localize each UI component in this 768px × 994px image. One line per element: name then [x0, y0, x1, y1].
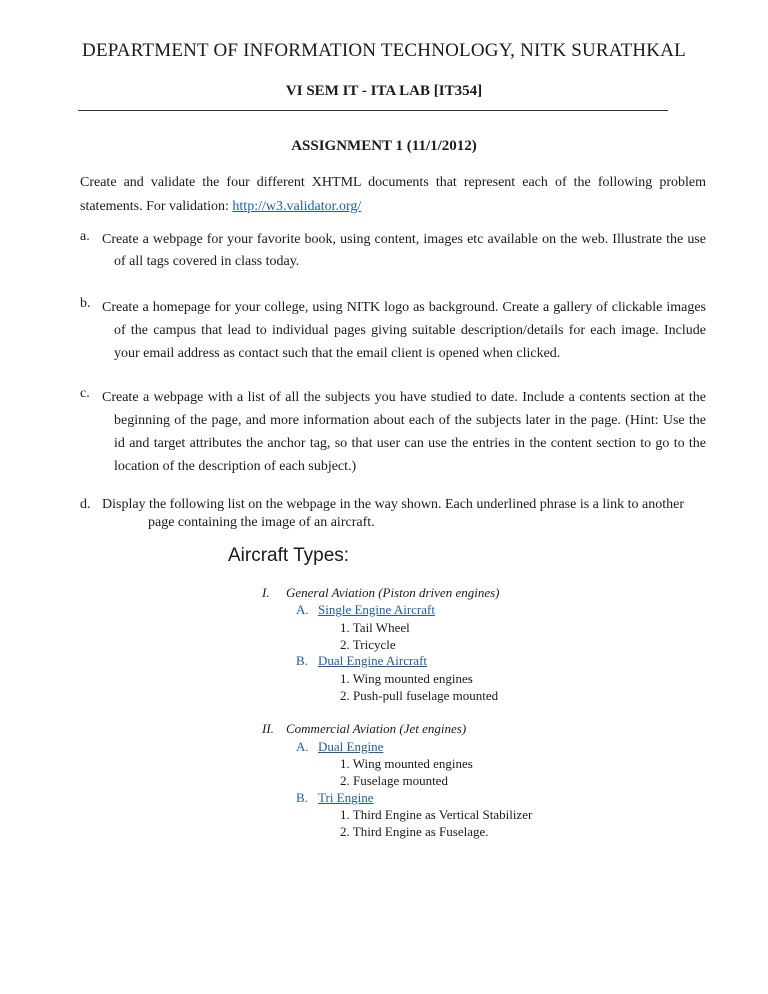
list-item: 2. Fuselage mounted	[340, 773, 448, 788]
item-text: Create a webpage for your favorite book, using content, images etc available on the web. Illustrate the use of all tags covered in class today.	[102, 232, 706, 269]
tri-engine-link[interactable]: Tri Engine	[318, 790, 374, 805]
list-item: 1. Tail Wheel	[340, 620, 410, 635]
item-marker: d.	[80, 497, 91, 512]
course-subtitle: VI SEM IT - ITA LAB [IT354]	[285, 83, 483, 99]
item-text: Display the following list on the webpage in the way shown. Each underlined phrase is a link to another page containing the image of an aircraft.	[102, 497, 685, 530]
list-item: 1. Third Engine as Vertical Stabilizer	[340, 807, 533, 822]
problem-item-c	[80, 386, 706, 478]
intro-text: Create and validate the four different XHTML documents that represent each of the following problem statements. For validation:	[80, 175, 706, 214]
dual-engine-aircraft-link[interactable]: Dual Engine Aircraft	[318, 653, 428, 668]
item-text: Create a webpage with a list of all the subjects you have studied to date. Include a contents section at the beginning of the page, and more information about each of the subjects later in the page. (Hint: Use the id and target attributes the anchor tag, so that user can use the entries in the content section to go to the location of the description of each subject.)	[102, 390, 706, 474]
list-item: 1. Wing mounted engines	[340, 756, 473, 771]
subgroup-letter: A.	[296, 602, 309, 617]
intro-paragraph	[80, 171, 706, 219]
list-item: 2. Third Engine as Fuselage.	[340, 824, 489, 839]
problem-item-a	[80, 229, 706, 273]
assignment-title: ASSIGNMENT 1 (11/1/2012)	[291, 138, 477, 154]
list-item: 2. Tricycle	[340, 637, 396, 652]
list-item: 2. Push-pull fuselage mounted	[340, 688, 499, 703]
item-marker: a.	[80, 229, 90, 244]
group-label: General Aviation (Piston driven engines)	[286, 585, 500, 600]
header-divider	[78, 110, 668, 111]
item-marker: c.	[80, 386, 90, 401]
problem-item-b	[80, 296, 706, 365]
single-engine-aircraft-link[interactable]: Single Engine Aircraft	[318, 602, 435, 617]
item-marker: b.	[80, 296, 91, 311]
subgroup-letter: A.	[296, 739, 309, 754]
page-title: DEPARTMENT OF INFORMATION TECHNOLOGY, NITK SURATHKAL	[82, 40, 686, 61]
group-numeral: II.	[262, 721, 274, 736]
subgroup-letter: B.	[296, 790, 308, 805]
problem-item-d	[80, 496, 706, 532]
aircraft-types-title: Aircraft Types:	[228, 545, 350, 566]
subgroup-letter: B.	[296, 653, 308, 668]
validator-link[interactable]: http://w3.validator.org/	[232, 199, 362, 214]
group-label: Commercial Aviation (Jet engines)	[286, 721, 467, 736]
dual-engine-link[interactable]: Dual Engine	[318, 739, 384, 754]
group-numeral: I.	[262, 585, 270, 600]
item-text: Create a homepage for your college, using NITK logo as background. Create a gallery of clickable images of the campus that lead to individual pages giving suitable description/details for each image. Include your email address as contact such that the email client is opened when clicked.	[102, 300, 706, 361]
list-item: 1. Wing mounted engines	[340, 671, 473, 686]
